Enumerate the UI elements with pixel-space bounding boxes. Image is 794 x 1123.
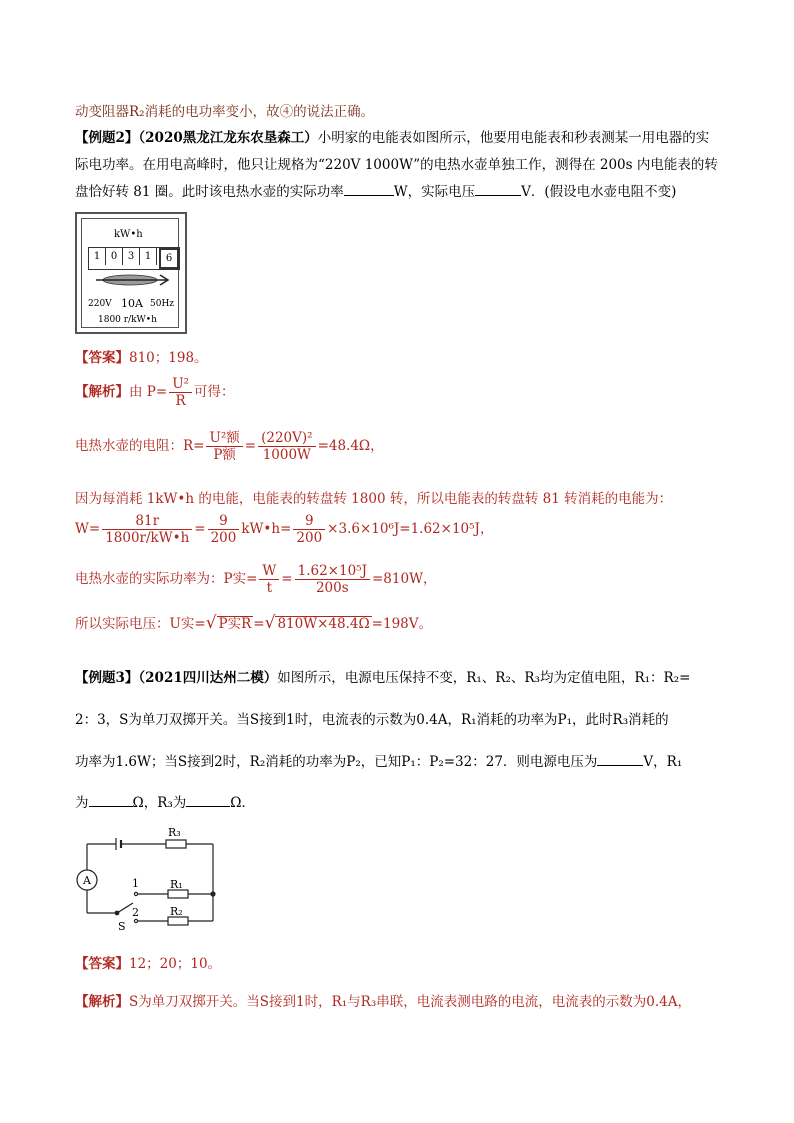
formula-text: 电热水壶的电阻：R= [75, 438, 205, 454]
radicand: P实R [218, 616, 252, 632]
label-r2: R₂ [170, 905, 183, 918]
example3-text4a: 为 [75, 795, 89, 811]
fraction-num: (220V)² [258, 430, 315, 447]
switch-label: S [118, 920, 126, 933]
formula-text: 所以实际电压：U实= [75, 616, 206, 632]
example3-line3 [75, 750, 682, 770]
meter-unit: kW•h [114, 229, 143, 240]
formula-text: ×3.6×10⁶J=1.62×10⁵J， [327, 521, 494, 537]
analysis3-text: S为单刀双掷开关。当S接到1时，R₁与R₃串联，电流表测电路的电流，电流表的示数为0.4A， [129, 994, 691, 1010]
meter-digit: 1 [140, 248, 157, 265]
blank-voltage [475, 183, 521, 196]
blank-r1 [89, 794, 133, 807]
answer2 [75, 346, 208, 366]
meter-digit: 1 [89, 248, 106, 265]
example2-text1: 小明家的电能表如图所示，他要用电能表和秒表测某一用电器的实 [317, 130, 710, 146]
example3-text4c: Ω． [230, 795, 255, 811]
example2-tag: 【例题2】 [75, 130, 139, 146]
label-r1: R₁ [170, 878, 183, 891]
example3-tag: 【例题3】 [75, 670, 139, 686]
fraction-den: 200 [296, 530, 323, 546]
example2-text3c: V．(假设电水壶电阻不变) [521, 184, 677, 200]
analysis2-line4 [75, 513, 493, 546]
meter-rating-frequency: 50Hz [150, 299, 175, 309]
fraction [259, 563, 279, 596]
meter-digits [88, 247, 180, 270]
example2-text2: 际电功率。在用电高峰时，他只让规格为“220V 1000W”的电热水壶单独工作，测得在 200s 内电能表的转 [75, 157, 718, 173]
fraction-num: 9 [208, 513, 240, 530]
analysis2-line2 [75, 430, 384, 463]
radicand: 810W×48.4Ω [277, 616, 370, 632]
fraction [293, 513, 325, 546]
meter-digit: 6 [159, 248, 179, 269]
fraction-den: 1800r/kW•h [105, 530, 190, 546]
example2-line1 [75, 126, 709, 146]
blank-r3 [186, 794, 230, 807]
example3-text3a: 功率为1.6W；当S接到2时，R₂消耗的功率为P₂，已知P₁：P₂=32：27．则电源电压为 [75, 754, 598, 770]
fraction-num: U² [169, 376, 192, 393]
ammeter-icon: A [83, 874, 91, 887]
example3-text4b: Ω，R₃为 [132, 795, 187, 811]
fraction [169, 376, 192, 409]
fraction [208, 513, 240, 546]
fraction-num: W [259, 563, 279, 580]
example3-text2: 2：3，S为单刀双掷开关。当S接到1时，电流表的示数为0.4A，R₁消耗的功率为P₁，此时R₃消耗的 [75, 712, 669, 728]
example3-source: （2021四川达州二模） [138, 670, 278, 686]
formula-text: kW•h= [241, 521, 292, 537]
analysis2-line5 [75, 563, 436, 596]
formula-text: = [194, 521, 206, 537]
fraction-num: U²额 [206, 430, 242, 447]
analysis3-label: 【解析】 [75, 994, 129, 1010]
meter-rating-current: 10A [121, 297, 143, 310]
blank-source-voltage [597, 753, 643, 766]
example2-source: （2020黑龙江龙东农垦森工） [138, 130, 318, 146]
sqrt-icon: √ [205, 613, 217, 633]
fraction-num: 9 [293, 513, 325, 530]
fraction [258, 430, 315, 463]
meter-rating-voltage: 220V [88, 299, 112, 309]
example2-text3b: W，实际电压 [393, 184, 476, 200]
analysis2-line3: 因为每消耗 1kW•h 的电能，电能表的转盘转 1800 转，所以电能表的转盘转 81 转消耗的电能为： [75, 491, 673, 507]
example3-line1 [75, 666, 690, 686]
example3-line4 [75, 791, 255, 811]
top-line: 动变阻器R₂消耗的电功率变小，故④的说法正确。 [75, 104, 375, 120]
answer3-label: 【答案】 [75, 956, 129, 972]
formula-text: = [281, 571, 293, 587]
formula-text: W= [75, 521, 101, 537]
fraction [206, 430, 242, 463]
sqrt-icon: √ [264, 613, 276, 633]
energy-meter-figure [75, 212, 187, 334]
fraction [295, 563, 370, 596]
formula-text: = [253, 616, 265, 632]
formula-text: =48.4Ω， [317, 438, 384, 454]
formula-text: 由 P= [129, 384, 168, 400]
meter-digit: 0 [106, 248, 123, 265]
formula-text: 可得： [193, 384, 235, 400]
formula-text: =810W， [371, 571, 437, 587]
fraction-den: R [175, 393, 186, 409]
example2-text3a: 盘恰好转 81 圈。此时该电热水壶的实际功率 [75, 184, 344, 200]
answer2-value: 810；198。 [129, 350, 208, 366]
formula-text: 电热水壶的实际功率为：P实= [75, 571, 258, 587]
switch-pos1: 1 [132, 877, 139, 890]
analysis2-line6 [75, 612, 432, 633]
circuit-diagram [70, 822, 230, 934]
fraction-den: 200 [210, 530, 237, 546]
fraction-den: t [266, 580, 273, 596]
answer3-value: 12；20；10。 [129, 956, 222, 972]
blank-power [344, 183, 394, 196]
fraction-den: 1000W [262, 447, 311, 463]
fraction-num: 1.62×10⁵J [295, 563, 370, 580]
fraction-den: P额 [213, 447, 236, 463]
rotating-disc-icon [92, 271, 172, 289]
example3-text3b: V，R₁ [643, 754, 683, 770]
analysis3 [75, 990, 691, 1010]
meter-digit: 3 [123, 248, 140, 265]
formula-text: = [244, 438, 257, 454]
fraction-den: 200s [315, 580, 349, 596]
switch-pos2: 2 [132, 906, 139, 919]
example3-text1: 如图所示，电源电压保持不变，R₁、R₂、R₃均为定值电阻，R₁：R₂= [277, 670, 691, 686]
formula-text: =198V。 [371, 616, 432, 632]
label-r3: R₃ [168, 826, 181, 839]
fraction [102, 513, 192, 546]
answer3 [75, 952, 221, 972]
fraction-num: 81r [102, 513, 192, 530]
analysis2-line1 [75, 376, 234, 409]
answer2-label: 【答案】 [75, 350, 129, 366]
meter-constant: 1800 r/kW•h [98, 315, 157, 325]
analysis2-label: 【解析】 [75, 384, 129, 400]
example2-line3 [75, 180, 676, 200]
